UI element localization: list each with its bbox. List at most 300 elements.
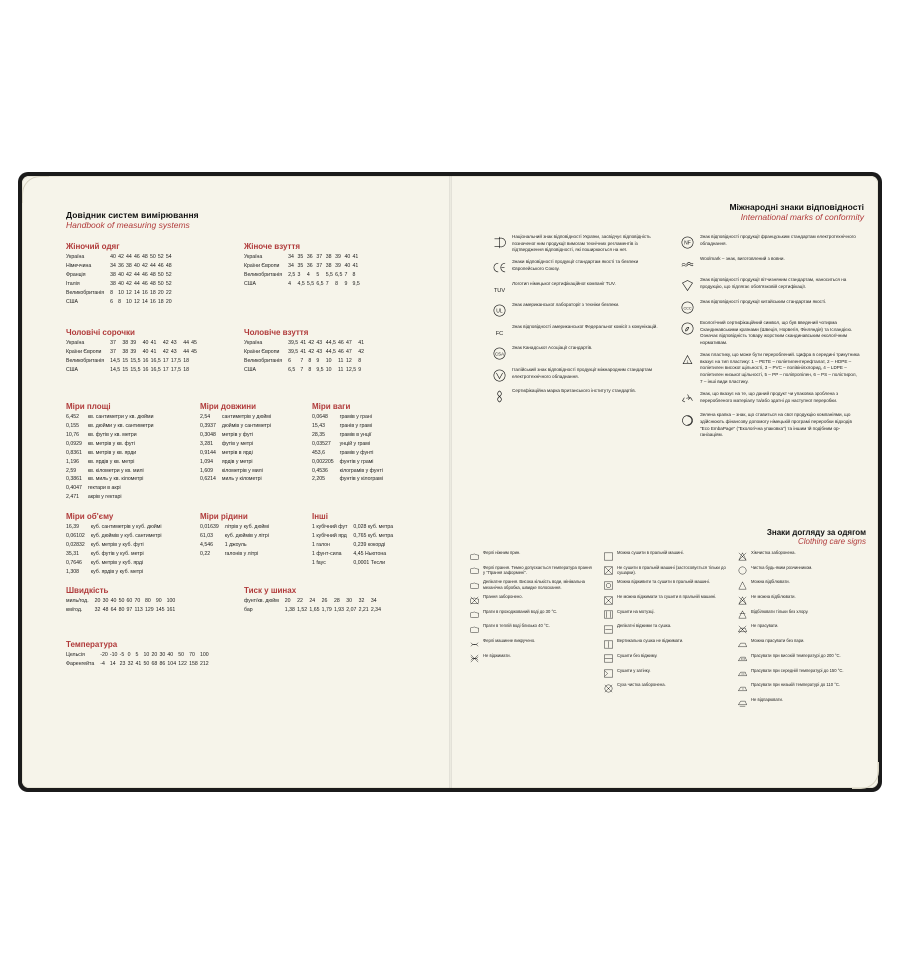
- care-description: Прати в проходжований воді до 30 °C.: [483, 608, 558, 614]
- cell: 37: [110, 339, 116, 346]
- row-label: 10,76: [66, 431, 79, 438]
- table-row: [66, 262, 174, 271]
- cell: 42: [308, 339, 315, 346]
- cell: 5: [316, 271, 320, 278]
- row-label: Великобританія: [66, 357, 105, 364]
- cell: 5,5: [306, 280, 315, 287]
- cell: 18: [149, 289, 156, 296]
- table-row: [200, 440, 273, 449]
- cell: 20: [151, 651, 158, 658]
- cell: 37: [316, 262, 323, 269]
- care-item: [734, 638, 862, 650]
- care-description: Можна відбілювати.: [751, 579, 790, 585]
- table-row: [66, 413, 156, 422]
- cell: кв. метрів у кв. футі: [87, 440, 135, 447]
- cell: 0,239 кокорді: [353, 541, 386, 548]
- cell: 38: [110, 280, 116, 287]
- care-description: Не відпарювати.: [751, 696, 784, 702]
- table-row: [66, 253, 174, 262]
- cell: метрів у футі: [221, 431, 254, 438]
- cell: 16,5: [150, 366, 161, 373]
- conformity-description: Знак пластику, що може бути перероблений. Цифра в середині трикутника вказує на тип пластику: 1 – PETE – поліетилентерефталат, 2 – HDPE – поліетилен високої щільності, 3 – PVC – полівінілхлорид, 4 – LDPE – поліетилен низької щільності, 5 – PP – поліпропілен, 6 – PS – полістирол, 7 – інші види пластику.: [700, 352, 860, 384]
- cell: 40: [344, 262, 351, 269]
- cell: 100: [199, 651, 209, 658]
- cell: 41: [358, 339, 365, 346]
- table-row: [312, 440, 385, 449]
- dry-clean-only-icon: [600, 682, 617, 694]
- cell: куб. сантиметрів у куб. дюймі: [90, 523, 162, 530]
- cell: 41: [352, 262, 359, 269]
- table-row: [312, 413, 385, 422]
- cell: 41: [150, 348, 157, 355]
- cell: 10: [118, 289, 124, 296]
- table-row: [66, 541, 164, 550]
- table-row: [200, 413, 273, 422]
- cell: 44: [134, 280, 140, 287]
- cell: 5,5: [325, 271, 333, 278]
- cell: 40: [142, 348, 149, 355]
- cell: 48: [149, 271, 156, 278]
- row-label: 2,59: [66, 467, 77, 474]
- care-description: Не можна віджимати та сушити в пральній машині.: [617, 594, 717, 600]
- row-label: 1,609: [200, 467, 213, 474]
- conformity-description: Національний знак відповідності України, засвідчує відповідність позначеної ним продукції вимогам технічних регламентів із підтвердження відповідності, які поширюються на неї.: [512, 234, 651, 253]
- row-label: 16,39: [66, 523, 79, 530]
- clothing-care-section: [466, 528, 866, 712]
- bleach-icon: [734, 550, 751, 562]
- svg-text:FC: FC: [495, 330, 503, 337]
- cell: кілограмів у фунті: [339, 467, 383, 474]
- cell: 17: [162, 366, 169, 373]
- cell: 42: [308, 348, 315, 355]
- cell: кілометрів у милі: [221, 467, 263, 474]
- row-label: Німеччина: [66, 262, 92, 269]
- care-description: Не можна відбілювати.: [751, 594, 796, 600]
- cell: 39: [335, 262, 341, 269]
- section-title: Міри довжини: [200, 402, 257, 411]
- cell: 20: [165, 298, 172, 305]
- cell: 1,38: [284, 606, 295, 613]
- row-label: 1,196: [66, 458, 79, 465]
- care-description: Відбілювати тільки без хлору.: [751, 608, 809, 614]
- row-label: Країни Європи: [244, 262, 280, 269]
- conformity-description: Знак відповідності продукції вітчизняним стандартам, наноситься на продукцію, що підлягає обов'язковій сертифікації.: [700, 277, 847, 289]
- cell: 41: [135, 660, 142, 667]
- cell: 8: [110, 289, 113, 296]
- row-label: Україна: [66, 253, 85, 260]
- table-row: [200, 532, 271, 541]
- cell: 47: [346, 348, 352, 355]
- fcc-icon: [486, 324, 512, 340]
- table-row: [312, 559, 395, 568]
- cell: 18: [183, 366, 189, 373]
- care-description: Чистка будь-яким розчинником.: [751, 564, 813, 570]
- care-grid: [466, 550, 866, 712]
- cell: 8: [118, 298, 121, 305]
- conformity-item: [674, 277, 870, 293]
- cell: 10: [126, 298, 132, 305]
- section-others: [312, 512, 438, 568]
- cell: 20: [284, 597, 291, 604]
- cell: 32: [94, 606, 101, 613]
- table-row: [66, 289, 174, 298]
- cell: 0: [127, 651, 131, 658]
- table-row: [66, 523, 164, 532]
- cell: 48: [165, 262, 172, 269]
- cell: 80: [118, 606, 125, 613]
- row-label: Країни Європи: [244, 348, 280, 355]
- cell: 4: [288, 280, 291, 287]
- svg-text:NF: NF: [683, 240, 691, 247]
- cell: -20: [100, 651, 108, 658]
- cell: 35: [297, 253, 304, 260]
- table-row: [66, 532, 164, 541]
- care-title-en: Clothing care signs: [797, 537, 866, 546]
- care-item: [734, 697, 862, 709]
- cell: 24: [309, 597, 316, 604]
- row-label: 0,9144: [200, 449, 216, 456]
- cell: 20: [94, 597, 101, 604]
- cell: 7: [325, 280, 329, 287]
- table-row: [66, 494, 156, 503]
- tuv-icon: [486, 281, 512, 297]
- cell: 48: [102, 606, 109, 613]
- nordic-swan-icon: [674, 320, 700, 336]
- svg-text:CCC: CCC: [682, 305, 692, 310]
- cell: 4: [306, 271, 310, 278]
- care-description: Делікатні віджими та сушка.: [617, 623, 672, 629]
- table-row: [312, 422, 385, 431]
- table-row: [66, 271, 174, 280]
- cell: 8: [335, 280, 339, 287]
- cell: 1,65: [309, 606, 320, 613]
- row-label: 0,22: [200, 550, 211, 557]
- cell: 46: [134, 253, 140, 260]
- cell: 50: [157, 280, 164, 287]
- table-row: [66, 651, 211, 660]
- care-item: [466, 550, 594, 562]
- care-item: [466, 565, 594, 577]
- table-volume: [66, 523, 164, 577]
- cell: гранів у грамі: [339, 422, 372, 429]
- cell: 54: [165, 253, 172, 260]
- section-liquids: [200, 512, 310, 559]
- dry-clean-icon: [600, 623, 617, 635]
- care-description: Прасувати при високій температурі до 200 °C.: [751, 652, 841, 658]
- conformity-item: [674, 299, 870, 315]
- care-description: Вертикальна сушка не віджимати.: [617, 638, 684, 644]
- care-description: Можна відживити та сушити в пральній машині.: [617, 579, 710, 585]
- row-label: США: [66, 298, 78, 305]
- table-temperature: [66, 651, 211, 669]
- conformity-description: Знак відповідності продукції французьким стандартам електротехнічного обладнання.: [700, 234, 856, 246]
- cell: 35: [297, 262, 304, 269]
- cell: 50: [149, 253, 156, 260]
- cell: 41: [300, 339, 307, 346]
- iron-150-icon: [734, 668, 751, 680]
- care-item: [466, 653, 594, 665]
- cell: куб. дюймів у літрі: [224, 532, 269, 539]
- table-row: [66, 485, 156, 494]
- section-title: Температура: [66, 640, 118, 649]
- cell: 34: [110, 262, 116, 269]
- care-description: Сушити без віджиму.: [617, 652, 658, 658]
- cell: 8: [352, 271, 356, 278]
- ce-mark-icon: [486, 259, 512, 275]
- cell: 15,5: [130, 357, 141, 364]
- cell: 2,34: [370, 606, 381, 613]
- cell: 2,5: [288, 271, 296, 278]
- cell: куб. метрів у куб. футі: [90, 541, 144, 548]
- cell: 47: [346, 339, 352, 346]
- cell: 34: [288, 262, 294, 269]
- cell: 44: [126, 253, 132, 260]
- table-row: [200, 550, 271, 559]
- care-description: Ферлі прання. Темно допускається температура прання у "Прання заформені".: [483, 564, 592, 576]
- conformity-title-en: International marks of conformity: [740, 212, 864, 222]
- row-label: 1 кубічний ярд: [312, 532, 347, 539]
- cell: 12: [126, 289, 132, 296]
- cell: 30: [159, 651, 166, 658]
- care-description: Можна сушити в пральній машині.: [617, 550, 684, 555]
- cell: 86: [159, 660, 166, 667]
- care-description: Ферлі машинне викручено.: [483, 638, 536, 644]
- cell: 40: [142, 339, 149, 346]
- wash-hand-icon: [466, 623, 483, 635]
- cell: 14,5: [110, 357, 121, 364]
- care-column-3: [734, 550, 862, 712]
- any-solvent-icon: [734, 565, 751, 577]
- table-row: [66, 431, 156, 440]
- section-tyre-pressure: [244, 586, 440, 615]
- handbook-title-en: Handbook of measuring systems: [66, 220, 190, 230]
- cell: 40: [344, 253, 351, 260]
- cell: куб. ярдів у куб. метрі: [90, 568, 144, 575]
- care-item: [600, 682, 728, 694]
- cell: 80: [144, 597, 151, 604]
- no-steam-icon: [734, 697, 751, 709]
- cell: 50: [143, 660, 150, 667]
- care-item: [600, 653, 728, 665]
- row-label: 1 fayc: [312, 559, 326, 566]
- cell: 18: [183, 357, 189, 364]
- cell: 15,5: [130, 366, 141, 373]
- cell: 15: [122, 366, 129, 373]
- cell: 2,07: [346, 606, 357, 613]
- cell: 38: [110, 271, 116, 278]
- row-label: Цельсія: [66, 651, 85, 658]
- vertical-dry-icon: [600, 638, 617, 650]
- wash-40-icon: [466, 565, 483, 577]
- table-row: [312, 449, 385, 458]
- table-mens-shirts: [66, 339, 199, 375]
- row-label: Фаренгейта: [66, 660, 95, 667]
- row-label: 0,01639: [200, 523, 219, 530]
- cell: 40: [167, 651, 174, 658]
- table-row: [312, 523, 395, 532]
- cell: 16: [142, 357, 149, 364]
- cell: кв. футів у кв. метри: [87, 431, 137, 438]
- row-label: 3,281: [200, 440, 213, 447]
- row-label: 1 галон: [312, 541, 330, 548]
- cell: 14: [134, 289, 140, 296]
- section-womens-clothing: [66, 242, 236, 307]
- cell: 48: [141, 253, 148, 260]
- nf-icon: [674, 234, 700, 250]
- cell: 37: [316, 253, 323, 260]
- cell: 40: [110, 597, 117, 604]
- cell: 9: [316, 357, 320, 364]
- row-label: 2,205: [312, 476, 325, 483]
- care-description: Прання заборонено.: [483, 594, 523, 600]
- cell: 10: [143, 651, 150, 658]
- cell: 38: [122, 339, 129, 346]
- care-item: [600, 594, 728, 606]
- care-description: Сушити на мотузці.: [617, 608, 655, 614]
- cell: 2,21: [358, 606, 369, 613]
- table-row: [312, 431, 385, 440]
- cell: галонів у літрі: [224, 550, 259, 557]
- row-label: Великобританія: [244, 271, 283, 278]
- cell: 70: [189, 651, 195, 658]
- wash-30-icon: [466, 609, 483, 621]
- ukraine-conformity-icon: [486, 234, 512, 250]
- cell: сантиметрів у дюймі: [221, 413, 271, 420]
- cell: 8: [308, 357, 312, 364]
- cell: 64: [110, 606, 117, 613]
- left-page-header: [66, 210, 199, 230]
- cell: 4,45 Ньютона: [353, 550, 387, 557]
- table-row: [66, 440, 156, 449]
- cell: 39,5: [288, 339, 299, 346]
- conformity-list-right: [674, 234, 870, 445]
- cell: 43: [170, 339, 177, 346]
- section-temperature: [66, 640, 436, 669]
- cell: 17,5: [170, 357, 181, 364]
- table-row: [66, 449, 156, 458]
- ul-icon: [486, 302, 512, 318]
- table-row: [200, 458, 273, 467]
- table-row: [244, 253, 362, 262]
- care-description: Не віджимати.: [483, 652, 511, 658]
- section-title: Швидкість: [66, 586, 109, 595]
- care-item: [600, 579, 728, 591]
- table-row: [312, 476, 385, 485]
- handbook-title-uk: Довідник систем вимірювання: [66, 210, 199, 220]
- conformity-description: Знак американської лабораторії з техніки безпеки.: [512, 302, 620, 308]
- table-row: [244, 348, 366, 357]
- care-item: [600, 609, 728, 621]
- care-description: Ферлі ніжним прин.: [483, 550, 521, 555]
- cell: 15: [122, 357, 129, 364]
- cell: 48: [149, 280, 156, 287]
- table-row: [66, 357, 199, 366]
- row-label: 2,471: [66, 494, 79, 501]
- section-length: [200, 402, 310, 485]
- cell: 14: [109, 660, 116, 667]
- conformity-description: Логотип німецької сертифікаційної компанії TUV.: [512, 280, 616, 286]
- cell: 11: [338, 366, 344, 373]
- care-description: Не прасувати.: [751, 623, 779, 629]
- no-machine-wash-icon: [600, 565, 617, 577]
- section-title: Чоловіче взуття: [244, 328, 309, 337]
- row-label: 0,03527: [312, 440, 331, 447]
- woolmark-icon: [674, 256, 700, 272]
- cell: гектари в акрі: [87, 485, 121, 492]
- row-label: Італія: [66, 280, 80, 287]
- conformity-description: Знак, що вказує на те, що даний продукт чи упаковка зроблена з переробленого матеріалу та/або здатні до наступної переробки.: [700, 390, 839, 403]
- cell: 38: [122, 348, 129, 355]
- table-speed: [66, 597, 178, 615]
- cell: 46: [338, 348, 344, 355]
- table-row: [200, 541, 271, 550]
- cell: 16,5: [150, 357, 161, 364]
- iron-icon: [734, 609, 751, 621]
- cell: 6: [110, 298, 113, 305]
- table-row: [312, 532, 395, 541]
- cell: 52: [157, 253, 164, 260]
- care-description: Делікатне прання. Висока кількість води, мінімальна механічна обробка, швидке полоскання.: [483, 579, 586, 591]
- cell: 41: [300, 348, 307, 355]
- table-row: [200, 431, 273, 440]
- conformity-description: Woolmark – знак, виготовлений з вовни.: [700, 255, 785, 261]
- delicate-wash-icon: [466, 579, 483, 591]
- cell: грамів у фунті: [339, 449, 374, 456]
- row-label: Країни Європи: [66, 348, 102, 355]
- cell: 18: [157, 298, 164, 305]
- care-item: [466, 579, 594, 591]
- cell: 100: [166, 597, 176, 604]
- row-label: 0,4047: [66, 485, 82, 492]
- cell: 6,5: [316, 280, 324, 287]
- iron-110-icon: [734, 682, 751, 694]
- table-row: [66, 298, 174, 307]
- section-title: Міри ваги: [312, 402, 351, 411]
- no-bleach-icon: [734, 579, 751, 591]
- wring-icon: [466, 638, 483, 650]
- cell: унцій у грамі: [339, 440, 370, 447]
- section-mens-shoes: [244, 328, 434, 375]
- section-title: Міри рідини: [200, 512, 248, 521]
- care-item: [734, 579, 862, 591]
- table-row: [66, 422, 156, 431]
- do-not-wring-icon: [466, 653, 483, 665]
- cell: 46: [141, 271, 148, 278]
- cell: 14,5: [110, 366, 121, 373]
- row-label: Великобританія: [66, 289, 105, 296]
- care-description: Прасувати при середній температурі до 150 °C.: [751, 667, 844, 673]
- cell: 41: [150, 339, 157, 346]
- cell: 42: [126, 280, 132, 287]
- care-description: Сушити у затінку.: [617, 667, 651, 673]
- row-label: Україна: [244, 339, 263, 346]
- row-label: 0,0929: [66, 440, 82, 447]
- care-column-2: [600, 550, 728, 712]
- cell: куб. метрів у куб. ярді: [90, 559, 144, 566]
- row-label: миль/год.: [66, 597, 89, 604]
- cell: 43: [316, 348, 323, 355]
- conformity-item: [674, 352, 870, 385]
- section-title: Тиск у шинах: [244, 586, 297, 595]
- row-label: 0,02832: [66, 541, 85, 548]
- care-item: [600, 623, 728, 635]
- cell: 122: [178, 660, 187, 667]
- cell: 4,5: [297, 280, 305, 287]
- cell: 32: [127, 660, 134, 667]
- cell: 28: [333, 597, 340, 604]
- hand-wash-icon: [466, 550, 483, 562]
- flat-dry-icon: [600, 653, 617, 665]
